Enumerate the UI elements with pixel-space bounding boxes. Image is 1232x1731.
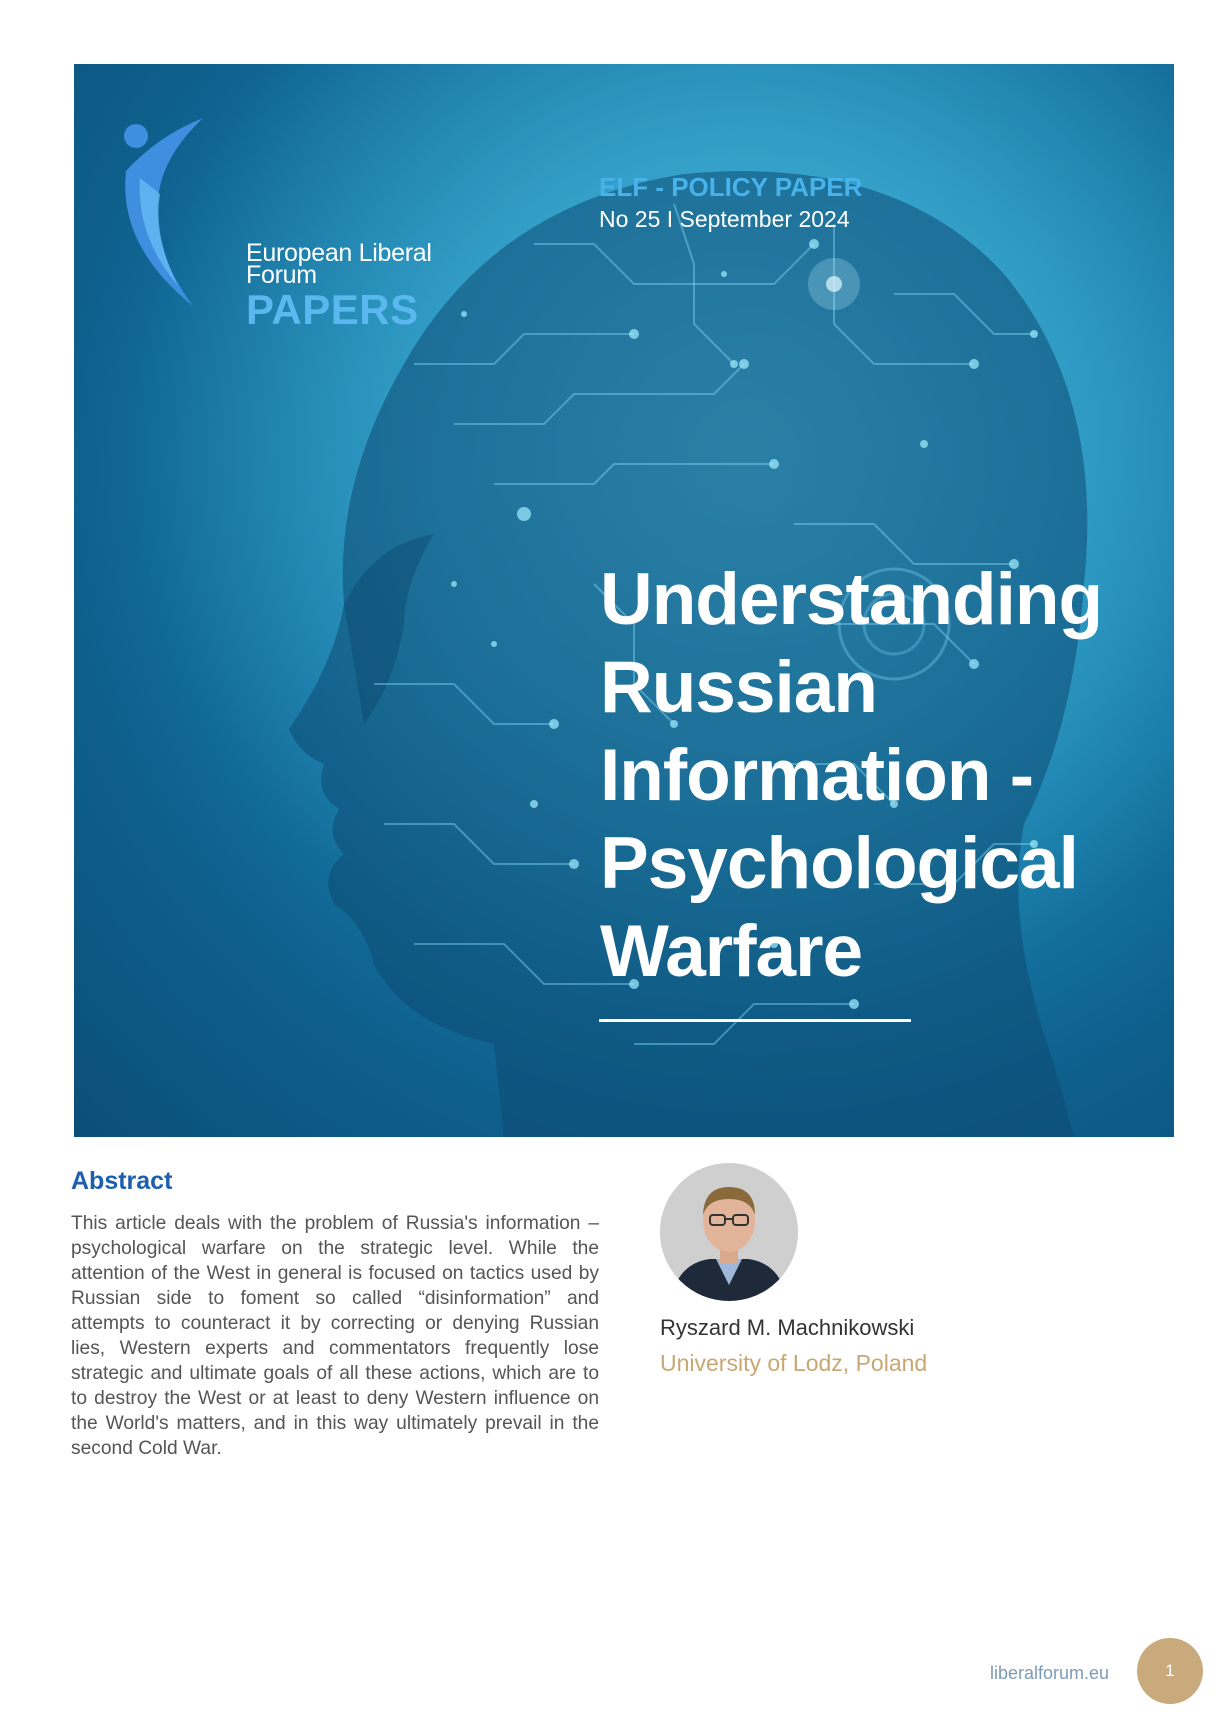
logo-line-1: European Liberal — [246, 239, 432, 267]
issue-line: No 25 I September 2024 — [599, 206, 850, 232]
title-line: Psychological — [600, 823, 1078, 904]
abstract-heading: Abstract — [71, 1167, 173, 1195]
author-name: Ryszard M. Machnikowski — [660, 1315, 915, 1340]
author-affiliation: University of Lodz, Poland — [660, 1350, 928, 1376]
footer-site-link[interactable]: liberalforum.eu — [990, 1663, 1110, 1683]
cover-image — [74, 64, 1174, 1137]
title-line: Russian — [600, 647, 877, 728]
elf-logo — [118, 116, 458, 333]
title-line: Information - — [600, 735, 1034, 816]
logo-line-3: PAPERS — [246, 286, 419, 333]
title-line: Understanding — [600, 559, 1103, 640]
page-number-badge: 1 — [1137, 1638, 1203, 1704]
paper-title — [600, 556, 1160, 996]
series-label: ELF - POLICY PAPER — [599, 172, 863, 202]
author-avatar — [660, 1163, 798, 1301]
author-portrait-icon — [660, 1163, 798, 1301]
title-divider — [599, 1019, 911, 1022]
title-line: Warfare — [600, 911, 863, 992]
elf-swoosh-icon — [118, 116, 228, 306]
logo-line-2: Forum — [246, 261, 317, 289]
abstract-body: This article deals with the problem of Russia's information – psychological warfare on the strategic level. While the attention of the West in general is focused on tactics used by Russian side to foment so called “disinformation” and attempts to counteract it by correcting or denying Russian lies, Western experts and commentators frequently lose strategic and ultimate goals of all these actions, which are to to destroy the West or at least to deny Western influence on the World's matters, and in this way ultimately prevail in the second Cold War. — [71, 1213, 599, 1459]
